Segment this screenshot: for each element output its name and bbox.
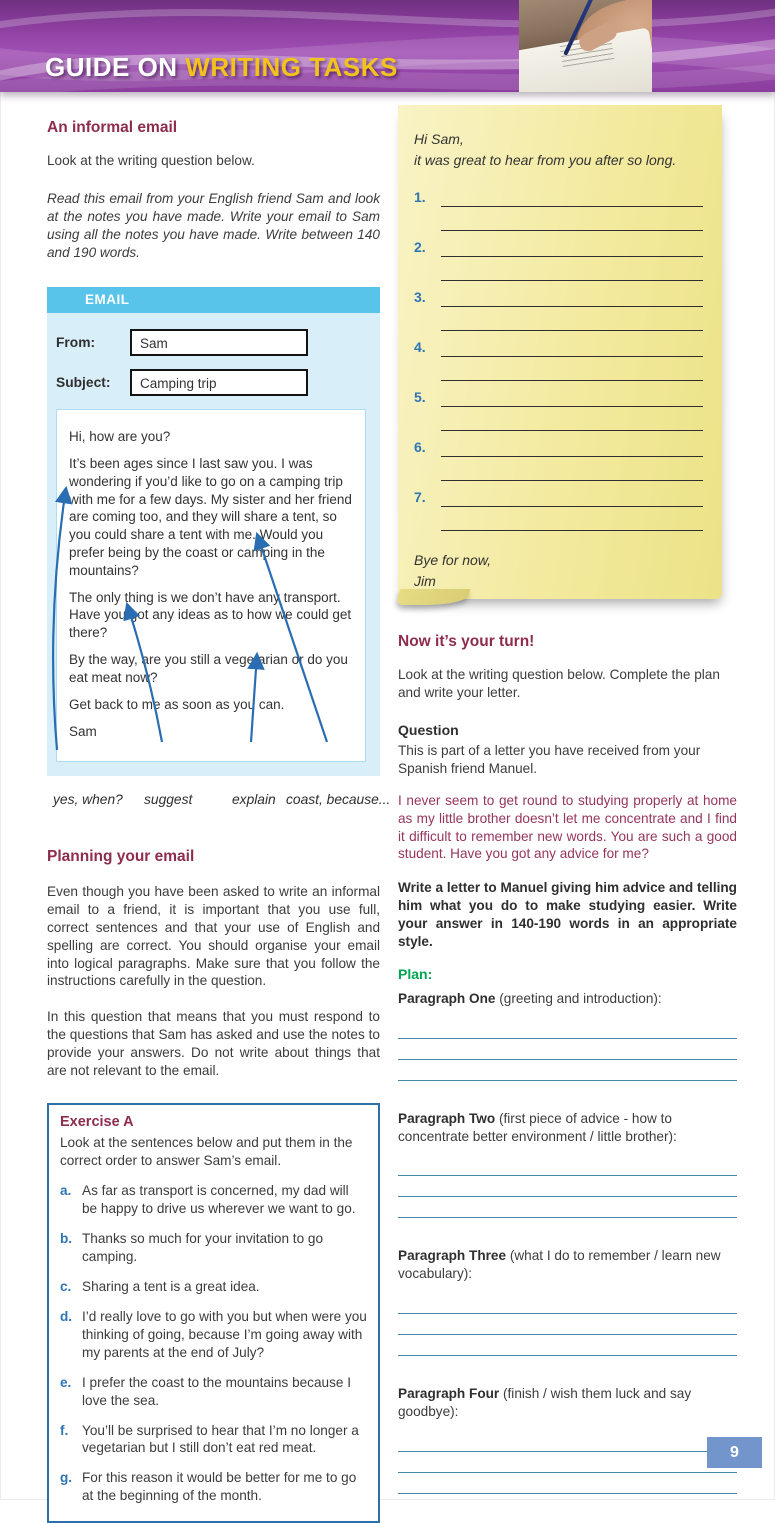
- note-blank-line: [441, 230, 703, 231]
- plan-section: [398, 1385, 737, 1494]
- plan-paragraph-hint: (greeting and introduction):: [495, 990, 662, 1006]
- plan-writing-lines: [398, 1018, 737, 1081]
- note-blank-number: 7.: [414, 489, 426, 505]
- exercise-a-title: Exercise A: [60, 1114, 134, 1131]
- email-box: [47, 287, 380, 776]
- writing-task-text: Read this email from your English friend Sam and look at the notes you have made. Write your email to Sam using all the notes you have made. Write between 140 and 190 words.: [47, 191, 380, 261]
- from-row: [56, 329, 366, 356]
- note-label: yes, when?: [53, 792, 123, 808]
- note-blanks: [414, 186, 705, 536]
- exercise-item-text: As far as transport is concerned, my dad will be happy to drive us wherever we want to go.: [82, 1183, 356, 1217]
- exercise-item-text: Thanks so much for your invitation to go camping.: [82, 1231, 324, 1264]
- your-turn-intro: Look at the writing question below. Complete the plan and write your letter.: [398, 667, 720, 701]
- note-blank-line: [441, 306, 703, 307]
- plan-writing-line: [398, 1431, 737, 1452]
- plan-writing-line: [398, 1155, 737, 1176]
- note-blank-line: [441, 256, 703, 257]
- plan-writing-line: [398, 1176, 737, 1197]
- email-box-header: EMAIL: [47, 287, 380, 313]
- plan-writing-lines: [398, 1293, 737, 1356]
- exercise-item-letter: g.: [60, 1470, 73, 1486]
- note-blank-line: [441, 530, 703, 531]
- plan-writing-line: [398, 1335, 737, 1356]
- note-blank-line: [441, 430, 703, 431]
- note-blank-group: [414, 186, 705, 236]
- note-blank-line: [441, 406, 703, 407]
- sticky-note: [398, 105, 722, 599]
- note-blank-line: [441, 480, 703, 481]
- exercise-item-text: Sharing a tent is a great idea.: [82, 1278, 260, 1294]
- subject-field[interactable]: Camping trip: [130, 369, 308, 396]
- subject-label: Subject:: [56, 374, 111, 390]
- plan-paragraph-label: [398, 990, 737, 1008]
- note-blank-group: [414, 236, 705, 286]
- plan-paragraph-name: Paragraph Four: [398, 1386, 500, 1402]
- plan-writing-line: [398, 1314, 737, 1335]
- note-blank-number: 5.: [414, 389, 426, 405]
- writing-task-2: Write a letter to Manuel giving him advice and telling him what you do to make studying easier. Write your answer in 140-190 words in an appropriate style.: [398, 880, 737, 950]
- manuel-letter-excerpt: I never seem to get round to studying properly at home as my little brother doesn’t let me concentrate and I find it difficult to remember new words. You are such a good student. Have you got any advice for me?: [398, 792, 737, 862]
- note-blank-group: [414, 286, 705, 336]
- section-title-your-turn: Now it’s your turn!: [398, 633, 535, 650]
- plan-paragraph-name: Paragraph Three: [398, 1248, 507, 1264]
- note-blank-line: [441, 330, 703, 331]
- plan-paragraph-label: [398, 1110, 737, 1146]
- plan-section: [398, 1110, 737, 1219]
- plan-paragraph-label: [398, 1247, 737, 1283]
- plan-paragraph-hint: (first piece of advice - how to concentrate better environment / little brother):: [398, 1110, 677, 1144]
- plan-paragraph-hint: (what I do to remember / learn new vocabulary):: [398, 1248, 721, 1282]
- plan-paragraphs: [398, 990, 737, 1495]
- page-title-white: GUIDE ON: [45, 52, 178, 82]
- intro-text: Look at the writing question below.: [47, 153, 255, 169]
- email-body-paragraph: Hi, how are you?: [69, 429, 171, 445]
- note-blank-line: [441, 506, 703, 507]
- right-column: [398, 92, 737, 1494]
- note-label: explain: [232, 792, 276, 808]
- exercise-item-letter: c.: [60, 1278, 72, 1294]
- note-blank-group: [414, 486, 705, 536]
- note-blank-line: [441, 280, 703, 281]
- note-blank-number: 3.: [414, 289, 426, 305]
- exercise-item: [60, 1278, 367, 1296]
- plan-writing-lines: [398, 1431, 737, 1494]
- plan-section: [398, 1247, 737, 1356]
- exercise-a-intro: Look at the sentences below and put them in the correct order to answer Sam’s email.: [60, 1135, 353, 1169]
- exercise-item: [60, 1308, 367, 1362]
- planning-paragraph-2: In this question that means that you must respond to the questions that Sam has asked and use the notes to provide your answers. Do not write about things that are not relevant to the email.: [47, 1009, 380, 1079]
- exercise-item-letter: e.: [60, 1374, 72, 1390]
- note-blank-number: 1.: [414, 189, 426, 205]
- plan-paragraph-hint: (finish / wish them luck and say goodbye):: [398, 1386, 692, 1420]
- handwritten-notes-row: [47, 791, 391, 813]
- note-label: coast, because...: [286, 792, 391, 808]
- from-field[interactable]: Sam: [130, 329, 308, 356]
- exercise-item-text: I prefer the coast to the mountains because I love the sea.: [82, 1374, 352, 1408]
- note-greeting-line1: Hi Sam,: [414, 131, 464, 147]
- plan-writing-line: [398, 1293, 737, 1314]
- exercise-item-text: You’ll be surprised to hear that I’m no longer a vegetarian but I still don’t eat red meat.: [82, 1422, 359, 1456]
- note-blank-group: [414, 386, 705, 436]
- exercise-item-letter: a.: [60, 1183, 72, 1199]
- page-number-badge: 9: [707, 1437, 762, 1468]
- plan-paragraph-name: Paragraph One: [398, 990, 496, 1006]
- note-blank-line: [441, 356, 703, 357]
- exercise-a-items: [60, 1182, 367, 1505]
- exercise-item-text: I’d really love to go with you but when were you thinking of going, because I’m going away with my parents at the end of July?: [82, 1308, 367, 1360]
- email-body-paragraph: The only thing is we don’t have any transport. Have you got any ideas as to how we could get there?: [69, 589, 352, 641]
- writing-hands-photo: [519, 0, 652, 92]
- note-blank-number: 4.: [414, 339, 426, 355]
- plan-paragraph-label: [398, 1385, 737, 1421]
- exercise-item-letter: d.: [60, 1308, 73, 1324]
- note-blank-group: [414, 436, 705, 486]
- plan-label: Plan:: [398, 966, 433, 983]
- exercise-item: [60, 1422, 367, 1458]
- note-blank-group: [414, 336, 705, 386]
- exercise-item: [60, 1230, 367, 1266]
- section-title-informal-email: An informal email: [47, 119, 178, 136]
- email-body-paragraph: By the way, are you still a vegetarian or do you eat meat now?: [69, 652, 348, 685]
- plan-writing-line: [398, 1060, 737, 1081]
- plan-writing-line: [398, 1473, 737, 1494]
- note-closing-line2: Jim: [414, 573, 436, 589]
- planning-paragraph-1: Even though you have been asked to write an informal email to a friend, it is important that you use full, correct sentences and that your use of English and spelling are correct. You should organise your email into logical paragraphs. Make sure that you follow the instructions carefully in the question.: [47, 883, 380, 989]
- note-blank-line: [441, 380, 703, 381]
- note-blank-line: [441, 456, 703, 457]
- exercise-item-letter: f.: [60, 1422, 69, 1438]
- page-title-yellow: WRITING TASKS: [177, 52, 398, 82]
- from-label: From:: [56, 334, 96, 350]
- page-title: [45, 52, 398, 83]
- question-label: Question: [398, 722, 459, 739]
- note-greeting: [414, 129, 705, 171]
- page-header: [0, 0, 775, 92]
- note-label: suggest: [144, 792, 193, 808]
- email-fields: [47, 313, 380, 396]
- email-body-paragraph: Sam: [69, 723, 97, 739]
- note-closing: [414, 550, 705, 592]
- left-column: [47, 92, 391, 1523]
- note-blank-number: 6.: [414, 439, 426, 455]
- note-greeting-line2: it was great to hear from you after so long.: [414, 152, 677, 168]
- exercise-item: [60, 1374, 367, 1410]
- note-closing-line1: Bye for now,: [414, 552, 492, 568]
- note-blank-number: 2.: [414, 239, 426, 255]
- plan-writing-line: [398, 1039, 737, 1060]
- plan-writing-line: [398, 1018, 737, 1039]
- exercise-item-letter: b.: [60, 1231, 73, 1247]
- plan-writing-line: [398, 1197, 737, 1218]
- plan-section: [398, 990, 737, 1081]
- exercise-item: [60, 1182, 367, 1218]
- plan-writing-lines: [398, 1155, 737, 1218]
- plan-writing-line: [398, 1452, 737, 1473]
- note-blank-line: [441, 206, 703, 207]
- plan-paragraph-name: Paragraph Two: [398, 1110, 496, 1126]
- email-message-body: [56, 409, 366, 762]
- section-title-planning: Planning your email: [47, 848, 195, 866]
- exercise-a-box: [47, 1103, 380, 1523]
- question-intro: This is part of a letter you have received from your Spanish friend Manuel.: [398, 742, 701, 776]
- email-body-paragraph: It’s been ages since I last saw you. I was wondering if you’d like to go on a camping trip with me for a few days. My sister and her friend are coming too, and they will share a tent, so you could share a tent with me. Would you prefer being by the coast or camping in the mountains?: [69, 455, 352, 578]
- email-body-paragraph: Get back to me as soon as you can.: [69, 696, 285, 712]
- exercise-item-text: For this reason it would be better for me to go at the beginning of the month.: [82, 1470, 357, 1504]
- subject-row: [56, 369, 366, 396]
